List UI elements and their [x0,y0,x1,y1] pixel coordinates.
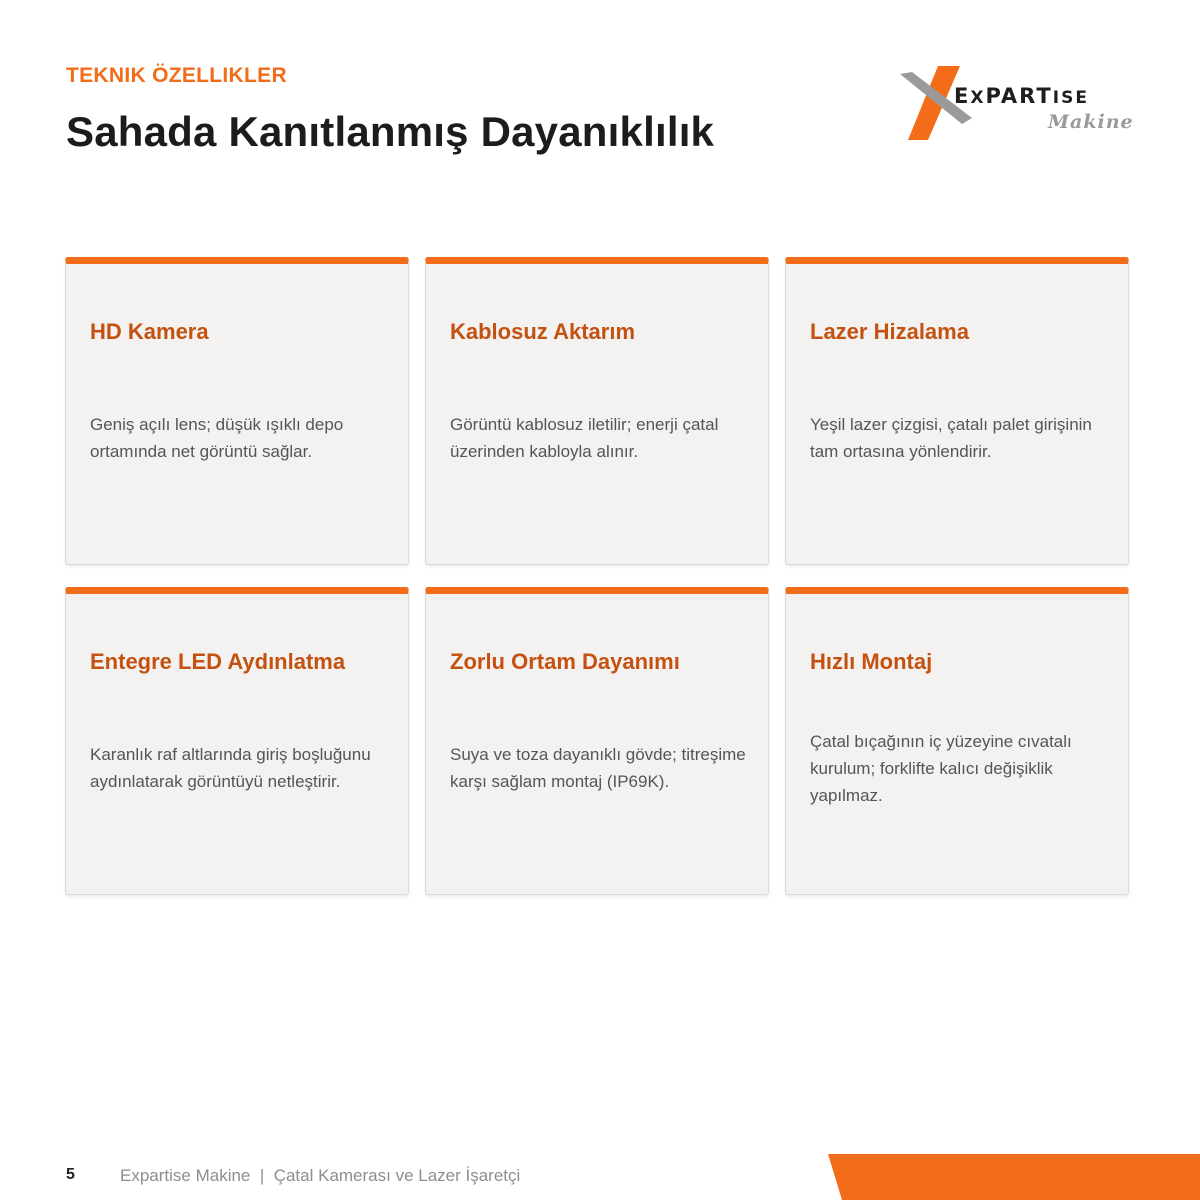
card-title: Zorlu Ortam Dayanımı [450,649,680,674]
footer-text: Expartise Makine | Çatal Kamerası ve Lazer İşaretçi [120,1166,521,1185]
card-title: HD Kamera [90,319,209,344]
card-description: Görüntü kablosuz iletilir; enerji çatal üzerinden kabloyla alınır. [450,415,719,461]
feature-card-kablosuz-aktarim [425,257,769,565]
card-description: Çatal bıçağının iç yüzeyine cıvatalı kurulum; forklifte kalıcı değişiklik yapılmaz. [810,731,1072,805]
logo-wordmark: EXPARTISE [954,84,1089,108]
feature-card-hd-kamera [65,257,409,565]
feature-card-led-aydinlatma [65,587,409,895]
card-description: Karanlık raf altlarında giriş boşluğunu aydınlatarak görüntüyü netleştirir. [90,745,371,791]
feature-card-zorlu-ortam [425,587,769,895]
feature-card-hizli-montaj [785,587,1129,895]
feature-grid [65,257,1129,895]
card-title: Entegre LED Aydınlatma [90,649,346,674]
card-title: Lazer Hizalama [810,319,969,344]
page-title: Sahada Kanıtlanmış Dayanıklılık [66,108,715,155]
footer-accent-bar [828,1154,1200,1200]
card-title: Hızlı Montaj [810,649,933,674]
logo-subtitle: Makine [1048,111,1134,133]
card-description: Yeşil lazer çizgisi, çatalı palet girişinin tam ortasına yönlendirir. [810,415,1092,461]
card-description: Geniş açılı lens; düşük ışıklı depo ortamında net görüntü sağlar. [90,415,344,461]
company-logo [898,62,1138,144]
section-eyebrow: TEKNIK ÖZELLIKLER [66,64,287,87]
card-description: Suya ve toza dayanıklı gövde; titreşime karşı sağlam montaj (IP69K). [450,745,746,791]
card-title: Kablosuz Aktarım [450,319,636,344]
page-number: 5 [66,1166,75,1183]
feature-card-lazer-hizalama [785,257,1129,565]
